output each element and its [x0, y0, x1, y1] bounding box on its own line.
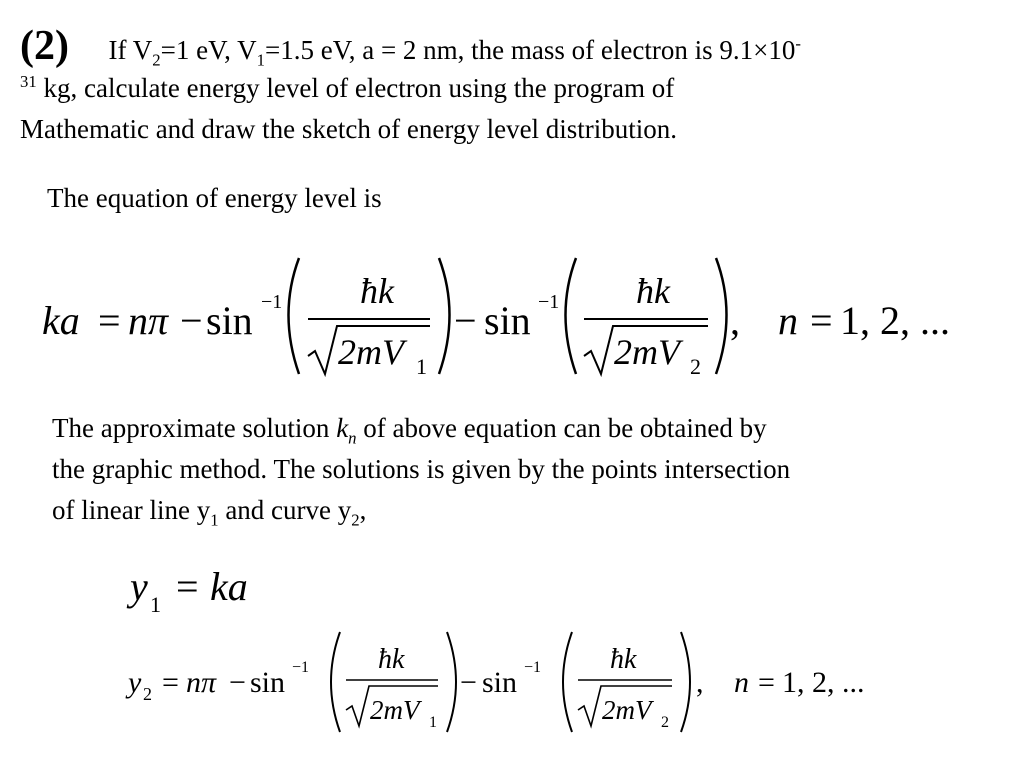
eq2-rhs: ka	[210, 564, 248, 609]
eq3-minus: −	[229, 666, 246, 699]
v2-subscript: 2	[152, 50, 161, 70]
v1-value-and-mass: =1.5 eV, a = 2 nm, the mass of electron is 9.1×10	[264, 35, 796, 65]
problem-number: (2)	[20, 23, 69, 69]
eq3-comma: ,	[696, 666, 704, 699]
solution-line-1-a: The approximate solution	[52, 413, 330, 443]
kn-n: n	[348, 428, 357, 448]
eq3-sin-a: sin	[250, 666, 286, 699]
solution-line-1	[52, 413, 767, 448]
eq3-n-values: 1, 2, ...	[782, 666, 865, 699]
eq1-denominator-b: 2mV	[614, 332, 680, 372]
exponent-31: 31	[20, 72, 37, 91]
eq1-n-values: 1, 2, ...	[840, 298, 950, 343]
eq3-left-paren-a	[331, 632, 340, 732]
eq3-inverse-b: −1	[524, 659, 542, 676]
eq1-sub-1: 1	[416, 354, 427, 379]
v2-symbol: V	[132, 35, 153, 65]
eq3-right-paren-a	[447, 632, 456, 732]
eq3-hbar-k-a: ħk	[378, 644, 405, 675]
linear-line-equation	[128, 560, 328, 620]
equation-intro: The equation of energy level is	[47, 183, 382, 213]
curve-equation	[126, 628, 886, 743]
eq3-denominator-a: 2mV	[370, 695, 420, 725]
problem-line-1	[20, 22, 801, 70]
eq3-denominator-b: 2mV	[602, 695, 652, 725]
solution-line-1-b: of above equation can be obtained by	[363, 413, 767, 443]
eq3-inverse-a: −1	[292, 659, 310, 676]
solution-line-3-sub1: 1	[210, 510, 219, 530]
eq3-y: y	[128, 666, 142, 699]
eq3-n-equals: =	[758, 666, 775, 699]
eq3-sub-1: 1	[429, 714, 437, 731]
eq1-equals: =	[98, 298, 121, 343]
if-word: If	[108, 35, 127, 65]
eq1-n-equals: =	[810, 298, 833, 343]
right-paren-b	[716, 258, 727, 374]
v1-symbol: V	[237, 35, 257, 65]
left-paren-b	[566, 258, 577, 374]
solution-line-3-a: of linear line y	[52, 495, 211, 525]
solution-line-3-c: ,	[359, 495, 367, 525]
eq2-sub: 1	[150, 592, 161, 617]
exponent-dash: -	[795, 34, 801, 53]
eq1-sub-2: 2	[690, 354, 701, 379]
eq3-hbar-k-b: ħk	[610, 644, 637, 675]
kn-k: k	[336, 413, 349, 443]
eq1-lhs: ka	[42, 298, 80, 343]
eq1-inverse-b: −1	[538, 291, 560, 313]
solution-line-3	[52, 495, 367, 530]
eq1-inverse-a: −1	[261, 291, 283, 313]
solution-line-2: the graphic method. The solutions is given by the points intersection	[52, 454, 791, 484]
eq3-n: n	[734, 666, 749, 699]
eq3-npi: nπ	[186, 666, 217, 699]
eq1-npi: nπ	[128, 298, 169, 343]
solution-line-3-b: and curve y	[225, 495, 352, 525]
eq1-hbar-k-b: ħk	[636, 271, 670, 311]
eq1-hbar-k-a: ħk	[360, 271, 394, 311]
eq3-sub-2: 2	[661, 714, 669, 731]
eq2-y: y	[130, 564, 148, 609]
eq1-n: n	[778, 298, 798, 343]
eq2-equals: =	[176, 564, 199, 609]
v1-subscript: 1	[256, 50, 265, 70]
eq3-left-paren-b	[563, 632, 572, 732]
eq3-equals: =	[162, 666, 179, 699]
problem-line-3: Mathematic and draw the sketch of energy level distribution.	[20, 114, 678, 144]
eq1-sin-a: sin	[206, 298, 253, 343]
eq3-right-paren-b	[681, 632, 690, 732]
eq1-denominator-a: 2mV	[338, 332, 404, 372]
right-paren-a	[439, 258, 450, 374]
energy-level-equation	[40, 250, 1000, 390]
left-paren-a	[289, 258, 300, 374]
solution-line-3-sub2: 2	[351, 510, 360, 530]
eq3-minus-2: −	[460, 666, 477, 699]
eq1-minus: −	[180, 298, 203, 343]
eq1-comma: ,	[730, 298, 740, 343]
eq3-sin-b: sin	[482, 666, 518, 699]
v2-value: =1 eV,	[160, 35, 231, 65]
problem-line-2-text: kg, calculate energy level of electron using the program of	[43, 73, 675, 103]
eq1-sin-b: sin	[484, 298, 531, 343]
eq3-sub: 2	[143, 684, 152, 704]
problem-line-2	[20, 73, 674, 104]
eq1-minus-2: −	[454, 298, 477, 343]
